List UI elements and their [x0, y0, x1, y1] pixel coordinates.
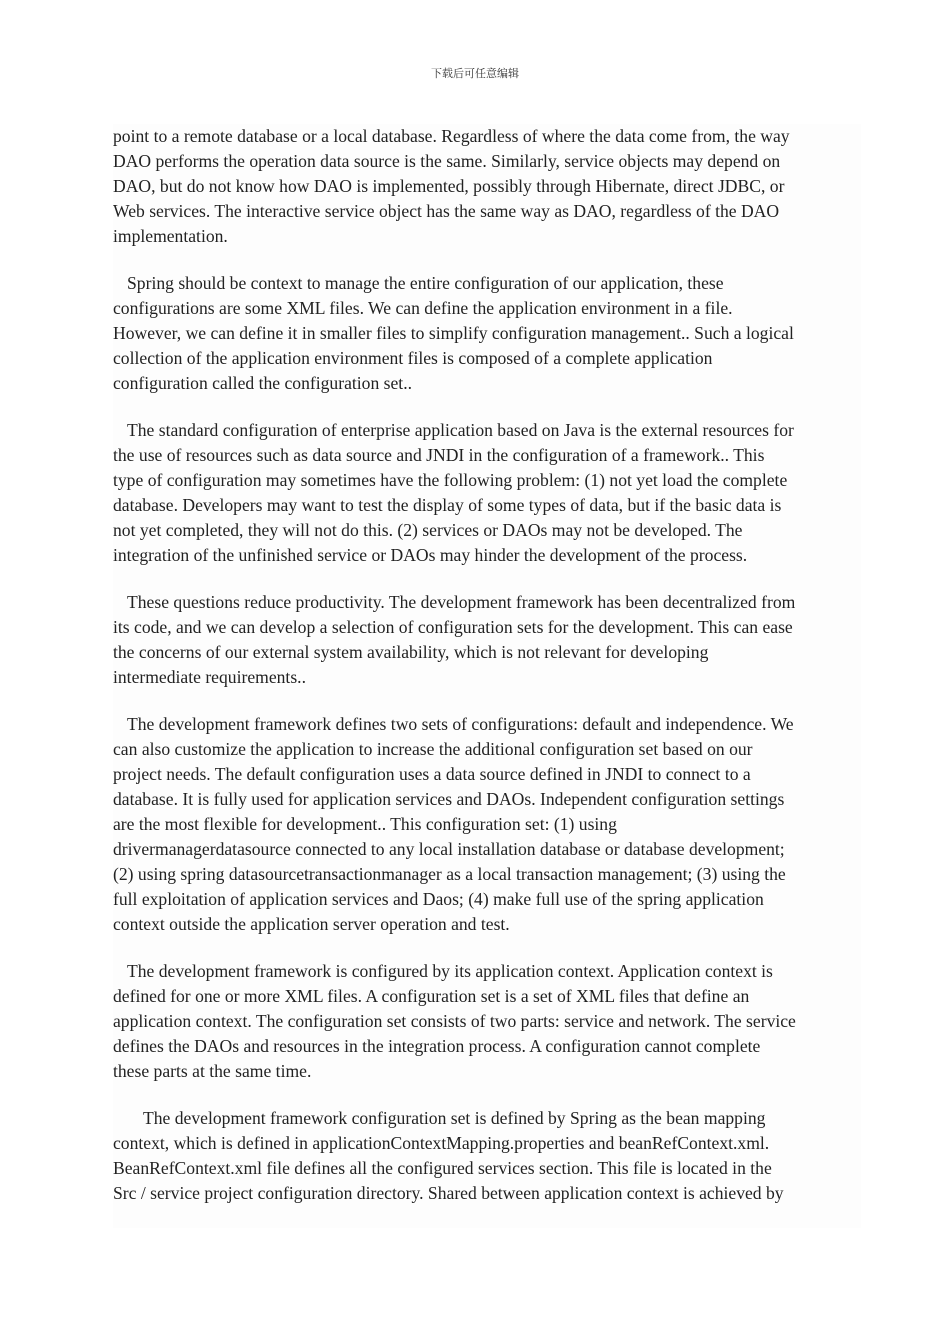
paragraph-6: The development framework is configured by its application context. Application context is defined for one or more XML files. A configuration set is a set of XML files that define an application context. The configuration set consists of two parts: service and network. The service defines the DAOs and resources in the integration process. A configuration cannot complete these parts at the same time. — [113, 961, 796, 1081]
paragraph-4: These questions reduce productivity. The development framework has been decentralized from its code, and we can develop a selection of configuration sets for the development. This can ease the concerns of our external system availability, which is not relevant for developing intermediate requirements.. — [113, 592, 796, 687]
document-body — [113, 124, 861, 1228]
paragraph-7: The development framework configuration set is defined by Spring as the bean mapping context, which is defined in applicationContextMapping.properties and beanRefContext.xml. BeanRefContext.xml file defines all the configured services section. This file is located in the Src / service project configuration directory. Shared between application context is achieved by — [113, 1108, 784, 1203]
paragraph-5: The development framework defines two sets of configurations: default and independence. We can also customize the application to increase the additional configuration set based on our project needs. The default configuration uses a data source defined in JNDI to connect to a database. It is fully used for application services and DAOs. Independent configuration settings are the most flexible for development.. This configuration set: (1) using drivermanagerdatasource connected to any local installation database or database development; (2) using spring datasourcetransactionmanager as a local transaction management; (3) using the full exploitation of application services and Daos; (4) make full use of the spring application context outside the application server operation and test. — [113, 714, 794, 934]
page-header: 下载后可任意编辑 — [431, 67, 519, 80]
paragraph-3: The standard configuration of enterprise application based on Java is the external resources for the use of resources such as data source and JNDI in the configuration of a framework.. This type of configuration may sometimes have the following problem: (1) not yet load the complete database. Developers may want to test the display of some types of data, but if the basic data is not yet completed, they will not do this. (2) services or DAOs may not be developed. The integration of the unfinished service or DAOs may hinder the development of the process. — [113, 420, 794, 565]
paragraph-1: point to a remote database or a local database. Regardless of where the data come from, the way DAO performs the operation data source is the same. Similarly, service objects may depend on DAO, but do not know how DAO is implemented, possibly through Hibernate, direct JDBC, or Web services. The interactive service object has the same way as DAO, regardless of the DAO implementation. — [113, 126, 790, 246]
paragraph-2: Spring should be context to manage the entire configuration of our application, these configurations are some XML files. We can define the application environment in a file. However, we can define it in smaller files to simplify configuration management.. Such a logical collection of the application environment files is composed of a complete application configuration called the configuration set.. — [113, 273, 794, 393]
